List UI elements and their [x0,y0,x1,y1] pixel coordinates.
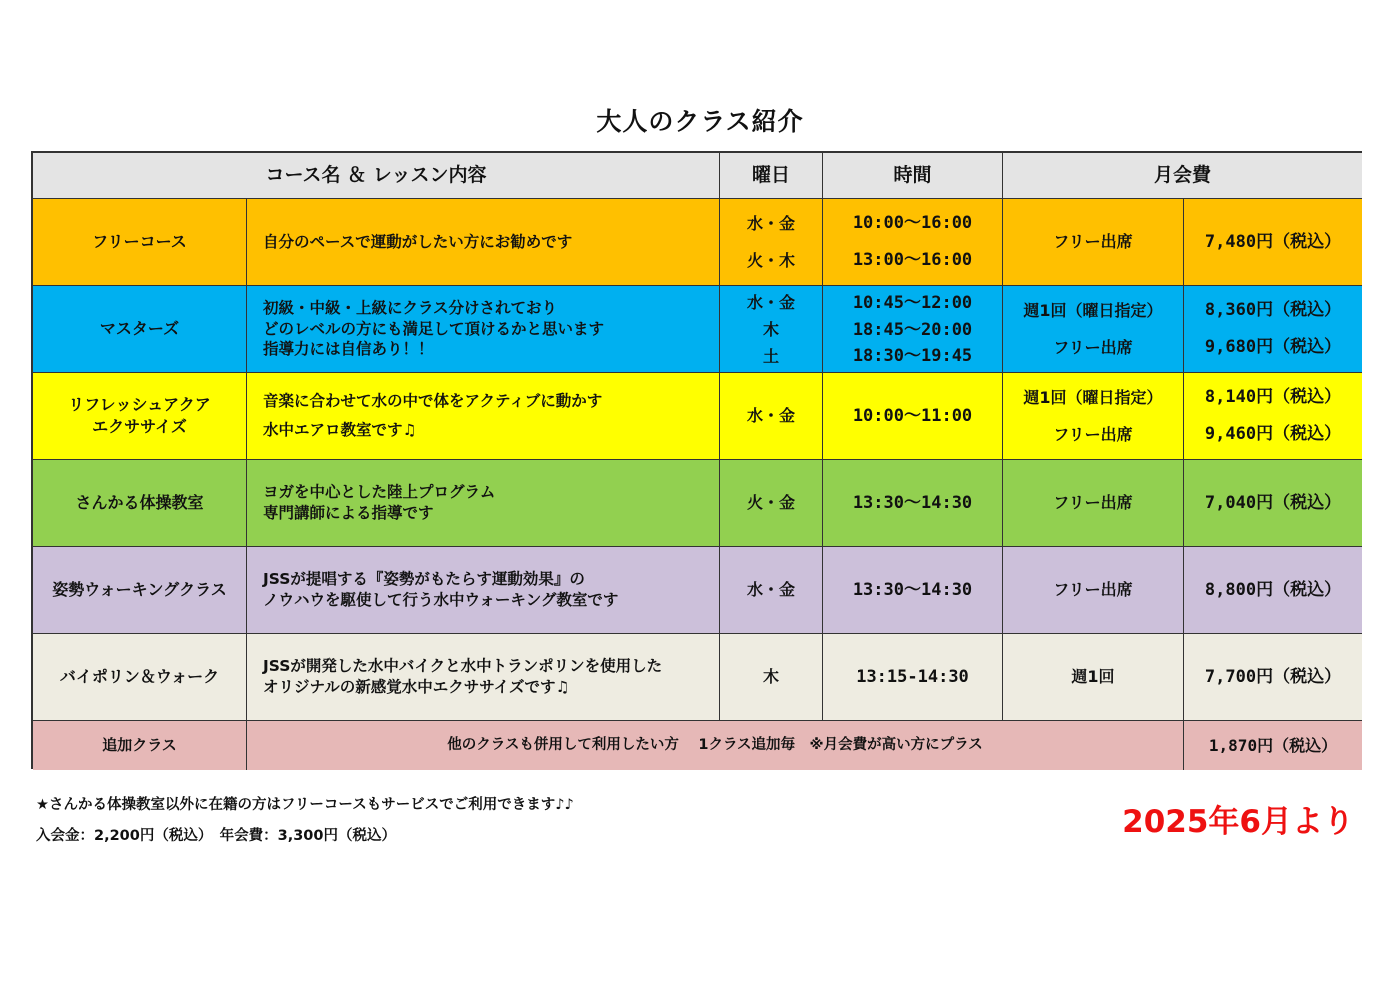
time-value: 18:30～19:45 [852,346,973,367]
course-times-gym: 13:30～14:30 [823,460,1003,547]
name-line: リフレッシュアクア [68,395,211,415]
course-times-aqua: 10:00～11:00 [823,373,1003,460]
price-value: 9,460円（税込） [1204,424,1342,445]
desc-line: ノウハウを駆使して行う水中ウォーキング教室です [263,591,619,609]
header-course: コース名 ＆ レッスン内容 [33,153,720,199]
day-value: 火・木 [746,250,795,270]
plan-value: フリー出席 [1053,424,1133,444]
name-line: エクササイズ [92,417,187,436]
course-plan-gym: フリー出席 [1003,460,1184,547]
desc-line: どのレベルの方にも満足して頂けるかと思います [263,319,605,338]
effective-date: 2025年6月より [1122,804,1354,840]
course-name-gym: さんかる体操教室 [33,460,247,547]
desc-line: JSSが提唱する『姿勢がもたらす運動効果』の [263,570,585,589]
course-plans-masters [1003,286,1184,373]
course-plan-free: フリー出席 [1003,199,1184,286]
course-desc-walking [247,547,720,634]
day-value: 水・金 [746,213,795,233]
course-times-masters [823,286,1003,373]
desc-line: 音楽に合わせて水の中で体をアクティブに動かす [263,392,603,411]
price-value: 8,140円（税込） [1204,387,1342,408]
price-value: 8,360円（税込） [1204,300,1342,321]
course-price-walking: 8,800円（税込） [1184,547,1362,634]
course-prices-aqua [1184,373,1362,460]
course-days-bipolin: 木 [720,634,823,721]
extra-class-desc: 他のクラスも併用して利用したい方 1クラス追加毎 ※月会費が高い方にプラス [247,721,1184,770]
desc-line: 指導力には自信あり！！ [263,340,434,359]
course-name-free: フリーコース [33,199,247,286]
course-times-free [823,199,1003,286]
course-desc-masters [247,286,720,373]
course-plans-aqua [1003,373,1184,460]
plan-value: フリー出席 [1053,337,1133,357]
course-desc-aqua [247,373,720,460]
desc-line: 水中エアロ教室です♫ [263,421,417,439]
service-note: ★さんかる体操教室以外に在籍の方はフリーコースもサービスでご利用できます♪♪ [36,797,574,813]
day-value: 木 [762,320,779,340]
class-table [31,151,1362,769]
course-plan-bipolin: 週1回 [1003,634,1184,721]
course-price-free: 7,480円（税込） [1184,199,1362,286]
extra-class-price: 1,870円（税込） [1184,721,1362,770]
desc-line: 専門講師による指導です [263,504,434,522]
course-times-walking: 13:30～14:30 [823,547,1003,634]
day-value: 土 [762,347,779,367]
course-name-walking: 姿勢ウォーキングクラス [33,547,247,634]
course-price-gym: 7,040円（税込） [1184,460,1362,547]
course-name-aqua [33,373,247,460]
header-day: 曜日 [720,153,823,199]
plan-value: 週1回（曜日指定） [1023,300,1163,320]
course-price-bipolin: 7,700円（税込） [1184,634,1362,721]
course-desc-bipolin [247,634,720,721]
course-prices-masters [1184,286,1362,373]
course-name-bipolin: バイポリン＆ウォーク [33,634,247,721]
time-value: 18:45～20:00 [852,319,973,340]
header-time: 時間 [823,153,1003,199]
course-days-gym: 火・金 [720,460,823,547]
day-value: 水・金 [746,293,795,312]
time-value: 13:00～16:00 [852,250,973,271]
plan-value: 週1回（曜日指定） [1023,387,1163,407]
extra-class-name: 追加クラス [33,721,247,770]
course-days-masters [720,286,823,373]
course-desc-gym [247,460,720,547]
desc-line: JSSが開発した水中バイクと水中トランポリンを使用した [263,657,663,676]
course-plan-walking: フリー出席 [1003,547,1184,634]
time-value: 10:00～16:00 [852,213,973,234]
course-times-bipolin: 13:15-14:30 [823,634,1003,721]
page-title: 大人のクラス紹介 [596,107,804,136]
course-days-walking: 水・金 [720,547,823,634]
course-name-masters: マスターズ [33,286,247,373]
course-days-free [720,199,823,286]
desc-line: 自分のペースで運動がしたい方にお勧めです [263,232,573,251]
course-days-aqua: 水・金 [720,373,823,460]
desc-line: 初級・中級・上級にクラス分けされており [263,298,558,317]
course-desc-free [247,199,720,286]
time-value: 10:45～12:00 [852,293,973,313]
fees-note: 入会金：2,200円（税込） 年会費：3,300円（税込） [36,828,396,844]
header-fee: 月会費 [1003,153,1362,199]
price-value: 9,680円（税込） [1204,337,1342,358]
desc-line: オリジナルの新感覚水中エクササイズです♫ [263,678,570,696]
desc-line: ヨガを中心とした陸上プログラム [263,483,496,502]
